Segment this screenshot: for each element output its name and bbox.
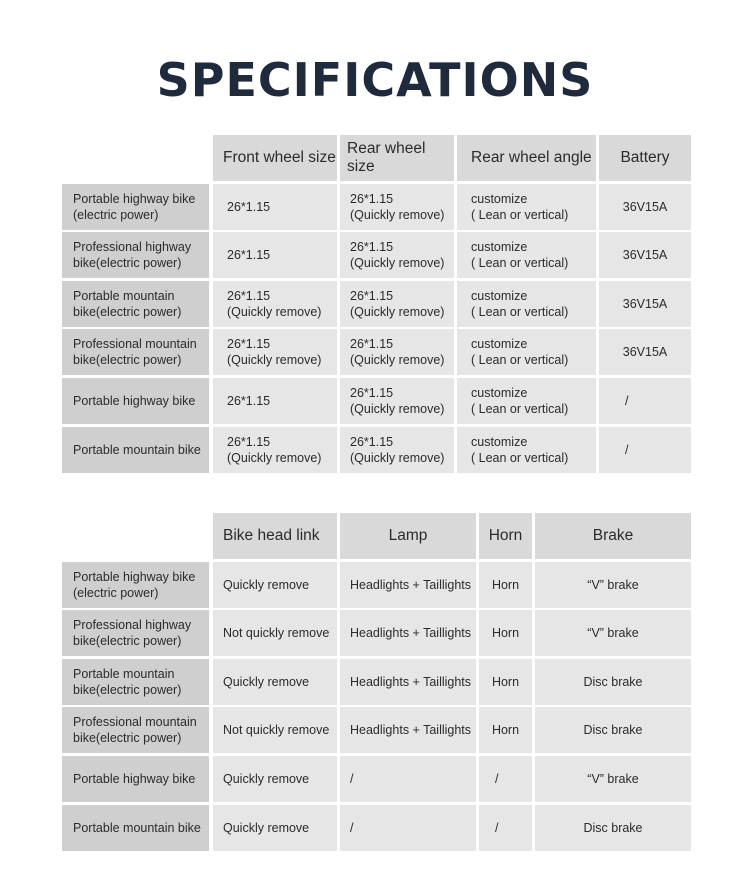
row-label: Portable mountain bike(electric power) bbox=[62, 281, 209, 327]
cell-horn: Horn bbox=[479, 707, 532, 753]
row-label: Portable highway bike (electric power) bbox=[62, 184, 209, 230]
cell-bike-head-link: Quickly remove bbox=[213, 659, 337, 705]
cell-bike-head-link: Quickly remove bbox=[213, 756, 337, 802]
cell-brake: Disc brake bbox=[535, 659, 691, 705]
cell-brake: Disc brake bbox=[535, 707, 691, 753]
header-bike-head-link: Bike head link bbox=[213, 513, 337, 559]
cell-rear-wheel: 26*1.15 (Quickly remove) bbox=[340, 184, 454, 230]
cell-rear-wheel: 26*1.15 (Quickly remove) bbox=[340, 329, 454, 375]
cell-lamp: Headlights + Taillights bbox=[340, 562, 476, 608]
cell-rear-wheel-angle: customize ( Lean or vertical) bbox=[457, 378, 596, 424]
header-rear-wheel-angle: Rear wheel angle bbox=[457, 135, 596, 181]
cell-battery: / bbox=[599, 427, 691, 473]
cell-battery: 36V15A bbox=[599, 329, 691, 375]
cell-horn: / bbox=[479, 805, 532, 851]
cell-rear-wheel: 26*1.15 (Quickly remove) bbox=[340, 281, 454, 327]
cell-bike-head-link: Quickly remove bbox=[213, 805, 337, 851]
header-horn: Horn bbox=[479, 513, 532, 559]
cell-battery: 36V15A bbox=[599, 232, 691, 278]
cell-horn: / bbox=[479, 756, 532, 802]
header-rear-wheel-size: Rear wheel size bbox=[340, 135, 454, 181]
cell-brake: “V” brake bbox=[535, 562, 691, 608]
cell-brake: Disc brake bbox=[535, 805, 691, 851]
row-label: Professional highway bike(electric power) bbox=[62, 610, 209, 656]
cell-battery: 36V15A bbox=[599, 184, 691, 230]
row-label: Portable highway bike (electric power) bbox=[62, 562, 209, 608]
row-label: Portable mountain bike bbox=[62, 427, 209, 473]
cell-rear-wheel: 26*1.15 (Quickly remove) bbox=[340, 232, 454, 278]
cell-lamp: / bbox=[340, 805, 476, 851]
cell-front-wheel: 26*1.15 (Quickly remove) bbox=[213, 329, 337, 375]
cell-lamp: / bbox=[340, 756, 476, 802]
cell-brake: “V” brake bbox=[535, 610, 691, 656]
cell-front-wheel: 26*1.15 bbox=[213, 232, 337, 278]
row-label: Portable mountain bike bbox=[62, 805, 209, 851]
header-front-wheel-size: Front wheel size bbox=[213, 135, 337, 181]
cell-rear-wheel-angle: customize ( Lean or vertical) bbox=[457, 281, 596, 327]
cell-rear-wheel: 26*1.15 (Quickly remove) bbox=[340, 427, 454, 473]
header-lamp: Lamp bbox=[340, 513, 476, 559]
row-label: Professional mountain bike(electric power) bbox=[62, 329, 209, 375]
cell-rear-wheel-angle: customize ( Lean or vertical) bbox=[457, 232, 596, 278]
cell-lamp: Headlights + Taillights bbox=[340, 707, 476, 753]
row-label: Portable highway bike bbox=[62, 378, 209, 424]
cell-rear-wheel: 26*1.15 (Quickly remove) bbox=[340, 378, 454, 424]
row-label: Portable highway bike bbox=[62, 756, 209, 802]
row-label: Professional mountain bike(electric power) bbox=[62, 707, 209, 753]
cell-bike-head-link: Not quickly remove bbox=[213, 707, 337, 753]
cell-rear-wheel-angle: customize ( Lean or vertical) bbox=[457, 427, 596, 473]
page-title: SPECIFICATIONS bbox=[156, 53, 594, 107]
cell-horn: Horn bbox=[479, 659, 532, 705]
row-label: Portable mountain bike(electric power) bbox=[62, 659, 209, 705]
cell-battery: 36V15A bbox=[599, 281, 691, 327]
cell-lamp: Headlights + Taillights bbox=[340, 610, 476, 656]
cell-brake: “V” brake bbox=[535, 756, 691, 802]
cell-bike-head-link: Not quickly remove bbox=[213, 610, 337, 656]
cell-rear-wheel-angle: customize ( Lean or vertical) bbox=[457, 184, 596, 230]
cell-horn: Horn bbox=[479, 562, 532, 608]
cell-rear-wheel-angle: customize ( Lean or vertical) bbox=[457, 329, 596, 375]
cell-front-wheel: 26*1.15 bbox=[213, 184, 337, 230]
cell-lamp: Headlights + Taillights bbox=[340, 659, 476, 705]
cell-front-wheel: 26*1.15 (Quickly remove) bbox=[213, 427, 337, 473]
cell-front-wheel: 26*1.15 (Quickly remove) bbox=[213, 281, 337, 327]
cell-front-wheel: 26*1.15 bbox=[213, 378, 337, 424]
header-battery: Battery bbox=[599, 135, 691, 181]
row-label: Professional highway bike(electric power) bbox=[62, 232, 209, 278]
cell-battery: / bbox=[599, 378, 691, 424]
cell-horn: Horn bbox=[479, 610, 532, 656]
header-brake: Brake bbox=[535, 513, 691, 559]
cell-bike-head-link: Quickly remove bbox=[213, 562, 337, 608]
